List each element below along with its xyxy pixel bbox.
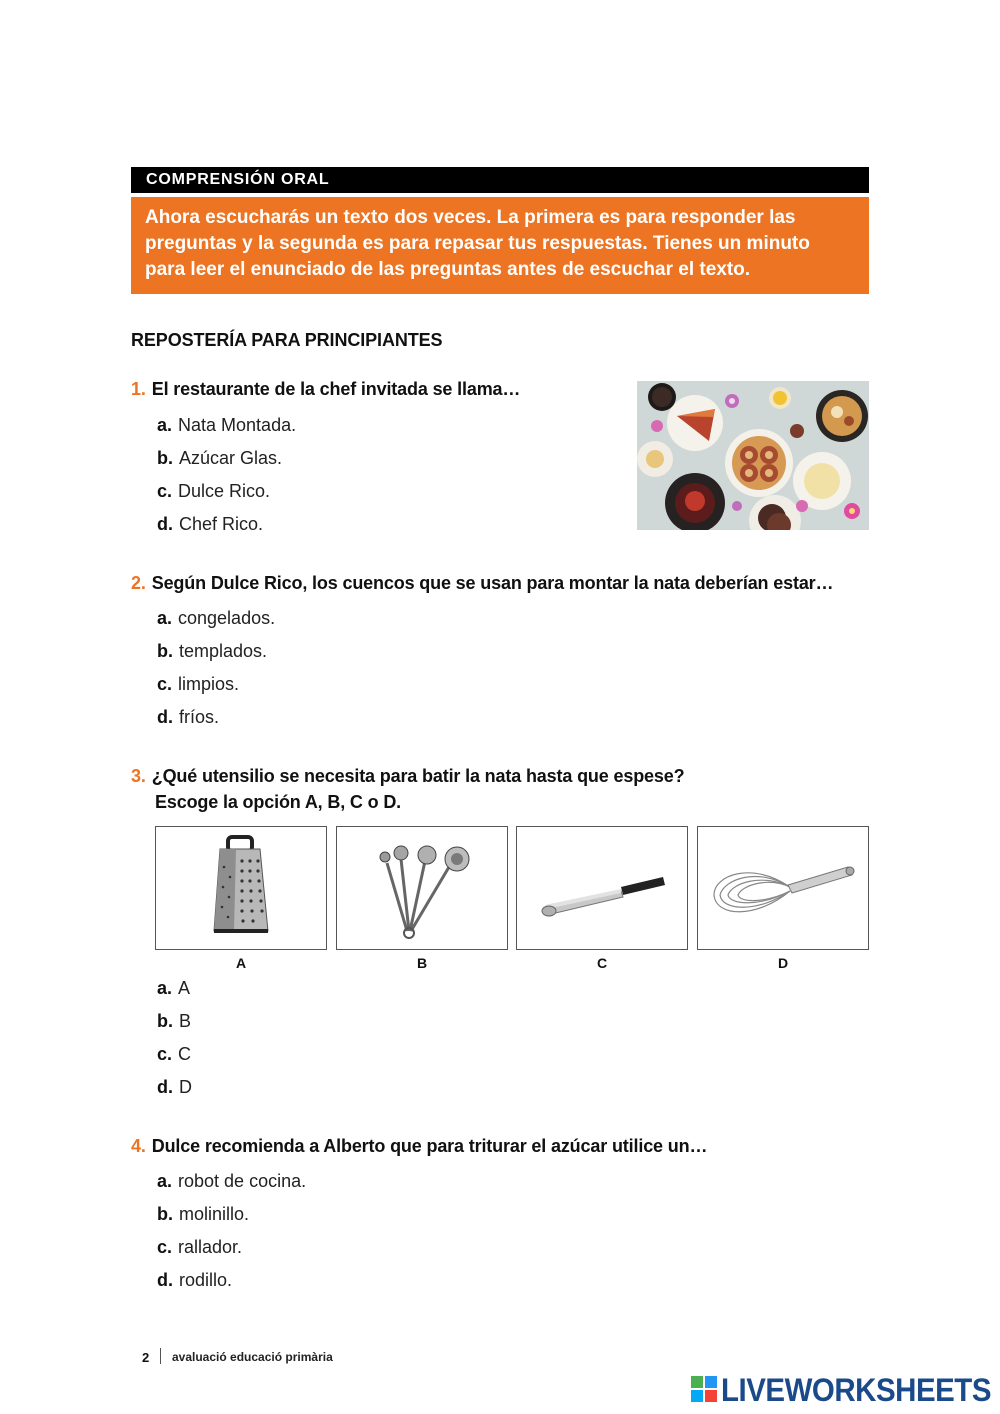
page-number: 2	[142, 1350, 150, 1365]
option-3b[interactable]: b. B	[157, 1011, 192, 1031]
utensil-label-d: D	[777, 955, 789, 971]
utensil-image-c	[516, 826, 688, 950]
desserts-photo	[637, 381, 869, 530]
question-subtext: Escoge la opción A, B, C o D.	[155, 792, 402, 812]
option-4d[interactable]: d. rodillo.	[157, 1270, 233, 1290]
option-1c[interactable]: c. Dulce Rico.	[157, 481, 271, 501]
grater-icon	[156, 827, 326, 949]
option-3d[interactable]: d. D	[157, 1077, 192, 1097]
question-text: Según Dulce Rico, los cuencos que se usan para montar la nata deberían estar…	[151, 573, 834, 593]
option-1a[interactable]: a. Nata Montada.	[157, 415, 297, 435]
option-2d[interactable]: d. fríos.	[157, 707, 220, 727]
option-2c[interactable]: c. limpios.	[157, 674, 240, 694]
footer-divider	[160, 1348, 161, 1364]
tongs-icon	[517, 827, 687, 949]
option-4a[interactable]: a. robot de cocina.	[157, 1171, 307, 1191]
liveworksheets-logo-icon	[691, 1376, 717, 1404]
utensil-label-c: C	[596, 955, 608, 971]
footer-text: avaluació educació primària	[172, 1350, 333, 1364]
option-1d[interactable]: d. Chef Rico.	[157, 514, 264, 534]
question-1	[131, 376, 520, 402]
page-title: REPOSTERÍA PARA PRINCIPIANTES	[131, 330, 443, 350]
measuring-spoons-icon	[337, 827, 507, 949]
utensil-image-b	[336, 826, 508, 950]
option-4b[interactable]: b. molinillo.	[157, 1204, 250, 1224]
instructions-box: Ahora escucharás un texto dos veces. La primera es para responder las preguntas y la segunda es para repasar tus respuestas. Tienes un minuto para leer el enunciado de las preguntas antes de escuchar el texto.	[131, 197, 869, 294]
option-2b[interactable]: b. templados.	[157, 641, 268, 661]
option-2a[interactable]: a. congelados.	[157, 608, 276, 628]
utensil-image-d	[697, 826, 869, 950]
question-number: 1.	[131, 379, 146, 399]
question-2	[131, 570, 833, 596]
utensil-label-a: A	[235, 955, 247, 971]
liveworksheets-logo-text: LIVEWORKSHEETS	[721, 1372, 991, 1408]
question-3	[131, 763, 684, 815]
question-text: El restaurante de la chef invitada se llama…	[151, 379, 521, 399]
option-1b[interactable]: b. Azúcar Glas.	[157, 448, 283, 468]
question-text: Dulce recomienda a Alberto que para triturar el azúcar utilice un…	[151, 1136, 708, 1156]
question-number: 2.	[131, 573, 146, 593]
option-3a[interactable]: a. A	[157, 978, 191, 998]
option-3c[interactable]: c. C	[157, 1044, 192, 1064]
question-text: ¿Qué utensilio se necesita para batir la nata hasta que espese?	[151, 766, 685, 786]
question-number: 4.	[131, 1136, 146, 1156]
whisk-icon	[698, 827, 868, 949]
section-title: COMPRENSIÓN ORAL	[131, 167, 869, 193]
utensil-label-b: B	[416, 955, 428, 971]
utensil-image-a	[155, 826, 327, 950]
question-number: 3.	[131, 766, 146, 786]
question-4	[131, 1133, 707, 1159]
liveworksheets-logo[interactable]	[691, 1374, 991, 1406]
option-4c[interactable]: c. rallador.	[157, 1237, 243, 1257]
